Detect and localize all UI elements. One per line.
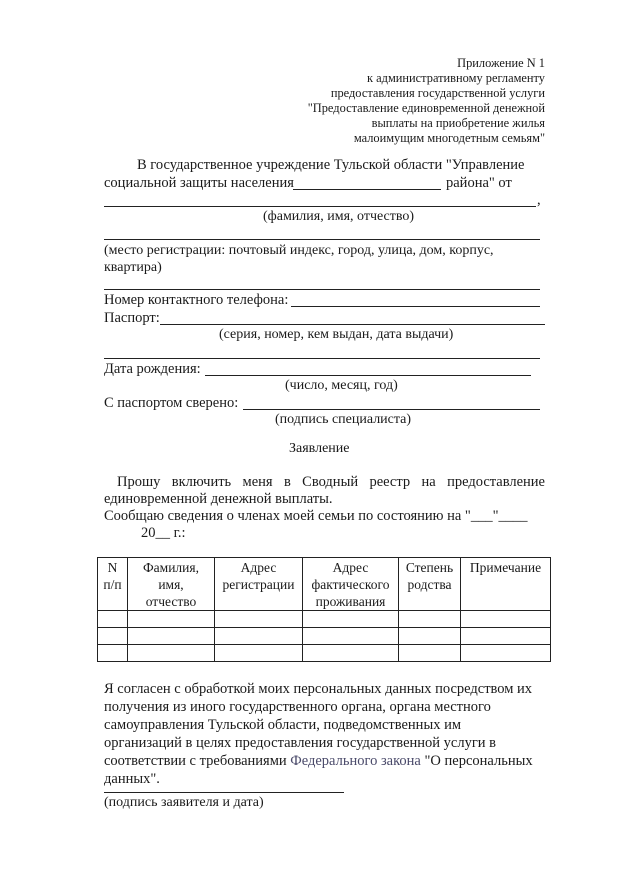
registration-address-field[interactable] [104,239,540,240]
registration-caption: (место регистрации: почтовый индекс, город, улица, дом, корпус, [104,243,494,258]
consent-text: "О персональных [420,753,533,770]
consent-line: Я согласен с обработкой моих персональных данных посредством их [104,681,533,697]
passport-field[interactable] [160,324,545,325]
request-line-2: единовременной денежной выплаты. [104,491,333,507]
table-cell[interactable] [461,628,551,645]
table-cell[interactable] [399,611,461,628]
table-cell[interactable] [128,611,215,628]
table-cell[interactable] [215,611,303,628]
table-row [98,611,551,628]
consent-line: самоуправления Тульской области, подведомственных им [104,717,461,734]
appendix-line: выплаты на приобретение жилья [371,116,545,131]
table-cell[interactable] [98,645,128,662]
request-line-1: Прошу включить меня в Сводный реестр на предоставление [117,474,545,490]
passport-field-2[interactable] [104,358,540,359]
federal-law-link[interactable]: Федерального закона [290,753,421,770]
fio-comma: , [537,192,541,208]
header-registration-address: Адрес регистрации [215,558,303,611]
appendix-line: малоимущим многодетным семьям" [353,131,545,146]
birth-date-label-text: Дата рождения: [104,361,201,377]
verified-label: С паспортом сверено: [104,395,239,411]
table-cell[interactable] [215,645,303,662]
statement-title: Заявление [289,441,350,456]
header-actual-address: Адрес фактического проживания [303,558,399,611]
applicant-signature-field[interactable] [104,792,344,793]
header-full-name: Фамилия, имя, отчество [128,558,215,611]
family-year-line: 20__ г.: [141,525,186,541]
table-cell[interactable] [303,645,399,662]
fio-field[interactable] [104,206,536,207]
consent-line [104,752,533,770]
table-cell[interactable] [128,645,215,662]
appendix-header [308,56,545,147]
consent-line: получения из иного государственного органа, органа местного [104,699,491,716]
consent-line: организаций в целях предоставления государственной услуги в [104,735,497,752]
phone-field[interactable] [291,306,540,307]
family-members-table [97,557,551,662]
table-cell[interactable] [399,628,461,645]
consent-text: соответствии с требованиями [104,753,291,770]
consent-line: данных". [104,771,160,788]
appendix-line: "Предоставление единовременной денежной [307,101,545,116]
table-cell[interactable] [303,628,399,645]
registration-address-field-2[interactable] [104,289,540,290]
addressee-suffix: района" от [446,175,512,191]
family-date-line: Сообщаю сведения о членах моей семьи по состоянию на "___"____ [104,508,528,524]
table-cell[interactable] [128,628,215,645]
table-cell[interactable] [399,645,461,662]
table-cell[interactable] [215,628,303,645]
header-relationship: Степень родства [399,558,461,611]
addressee-line-1: В государственное учреждение Тульской области "Управление [137,157,525,173]
appendix-line: Приложение N 1 [457,56,545,70]
table-cell[interactable] [461,645,551,662]
birth-date-field[interactable] [205,375,531,376]
specialist-signature-caption: (подпись специалиста) [275,412,412,427]
addressee-prefix: социальной защиты населения [104,175,294,191]
fio-caption: (фамилия, имя, отчество) [263,209,415,224]
table-row [98,645,551,662]
specialist-signature-field[interactable] [243,409,540,410]
table-header-row [98,558,551,611]
registration-caption-cont: квартира) [104,260,162,275]
table-cell[interactable] [98,611,128,628]
header-number: N п/п [98,558,128,611]
district-field[interactable] [293,189,441,190]
appendix-line: к административному регламенту [367,71,545,86]
appendix-line: предоставления государственной услуги [330,86,545,101]
table-row [98,628,551,645]
table-cell[interactable] [461,611,551,628]
applicant-signature-caption: (подпись заявителя и дата) [104,795,264,810]
phone-label: Номер контактного телефона: [104,292,289,308]
consent-paragraph [104,680,533,789]
birth-date-caption: (число, месяц, год) [285,378,398,393]
table-cell[interactable] [303,611,399,628]
header-note: Примечание [461,558,551,611]
passport-caption: (серия, номер, кем выдан, дата выдачи) [219,327,454,342]
table-cell[interactable] [98,628,128,645]
passport-label: Паспорт: [104,310,160,326]
